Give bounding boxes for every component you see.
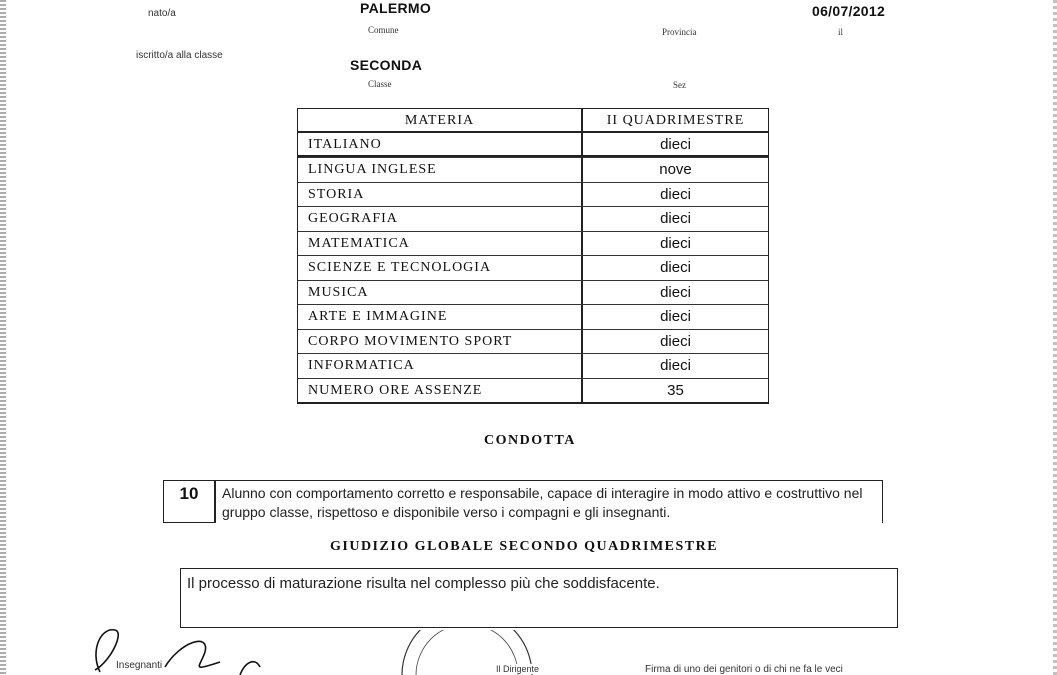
- subject-cell: NUMERO ORE ASSENZE: [298, 379, 583, 403]
- conduct-grade: 10: [164, 481, 216, 523]
- table-row: [298, 231, 768, 256]
- grade-cell: dieci: [660, 332, 691, 350]
- table-row: [298, 329, 768, 354]
- grade-cell: dieci: [660, 283, 691, 301]
- birth-date-value: 06/07/2012: [812, 3, 886, 19]
- grades-table: [297, 108, 769, 404]
- subject-cell: ARTE E IMMAGINE: [298, 305, 583, 329]
- overall-text: Il processo di maturazione risulta nel complesso più che soddisfacente.: [187, 575, 660, 592]
- table-row: [298, 378, 768, 403]
- section-caption: Sez: [673, 80, 686, 90]
- table-row: [298, 182, 768, 207]
- head-label: Il Dirigente: [496, 664, 540, 674]
- grade-cell: dieci: [660, 185, 691, 203]
- column-header-term: II QUADRIMESTRE: [606, 113, 745, 128]
- conduct-box: [163, 480, 883, 523]
- subject-cell: INFORMATICA: [298, 354, 583, 378]
- table-row: [298, 157, 768, 182]
- overall-title: GIUDIZIO GLOBALE SECONDO QUADRIMESTRE: [330, 539, 719, 554]
- grade-cell: dieci: [660, 357, 691, 374]
- table-row: [298, 353, 768, 378]
- enrolled-label: iscritto/a alla classe: [136, 50, 223, 61]
- city-value: PALERMO: [360, 0, 432, 16]
- table-row: [298, 133, 768, 157]
- column-header-subject: MATERIA: [298, 109, 583, 131]
- grade-cell: dieci: [660, 308, 691, 325]
- overall-box: [180, 568, 898, 628]
- grade-cell: dieci: [660, 136, 691, 153]
- table-row: [298, 206, 768, 231]
- scan-edge-left: [0, 0, 6, 675]
- subject-cell: ITALIANO: [298, 133, 583, 155]
- grade-cell: 35: [667, 381, 684, 399]
- subject-cell: SCIENZE E TECNOLOGIA: [298, 256, 583, 280]
- subject-cell: LINGUA INGLESE: [298, 158, 583, 182]
- subject-cell: MATEMATICA: [298, 232, 583, 256]
- grade-cell: nove: [659, 161, 692, 178]
- conduct-text: Alunno con comportamento corretto e responsabile, capace di interagire in modo attivo e costruttivo nel gruppo classe, rispettoso e disponibile verso i compagni e gli insegnanti.: [222, 485, 863, 520]
- grade-cell: dieci: [660, 210, 691, 227]
- grades-table-header: [298, 109, 768, 133]
- born-label: nato/a: [148, 8, 176, 19]
- table-row: [298, 255, 768, 280]
- table-row: [298, 304, 768, 329]
- grade-cell: dieci: [660, 259, 691, 276]
- class-value: SECONDA: [350, 57, 423, 73]
- date-caption: il: [838, 27, 844, 37]
- province-caption: Provincia: [662, 27, 697, 37]
- class-caption: Classe: [368, 79, 392, 89]
- table-row: [298, 280, 768, 305]
- scan-edge-right: [1053, 0, 1057, 675]
- conduct-title: CONDOTTA: [484, 433, 576, 448]
- teacher-signature: [70, 622, 270, 675]
- subject-cell: MUSICA: [298, 281, 583, 305]
- subject-cell: STORIA: [298, 183, 583, 207]
- subject-cell: GEOGRAFIA: [298, 207, 583, 231]
- city-caption: Comune: [368, 25, 399, 35]
- teachers-label: Insegnanti: [116, 660, 163, 671]
- parent-signature-label: Firma di uno dei genitori o di chi ne fa le veci: [645, 664, 843, 675]
- subject-cell: CORPO MOVIMENTO SPORT: [298, 330, 583, 354]
- grade-cell: dieci: [660, 234, 691, 252]
